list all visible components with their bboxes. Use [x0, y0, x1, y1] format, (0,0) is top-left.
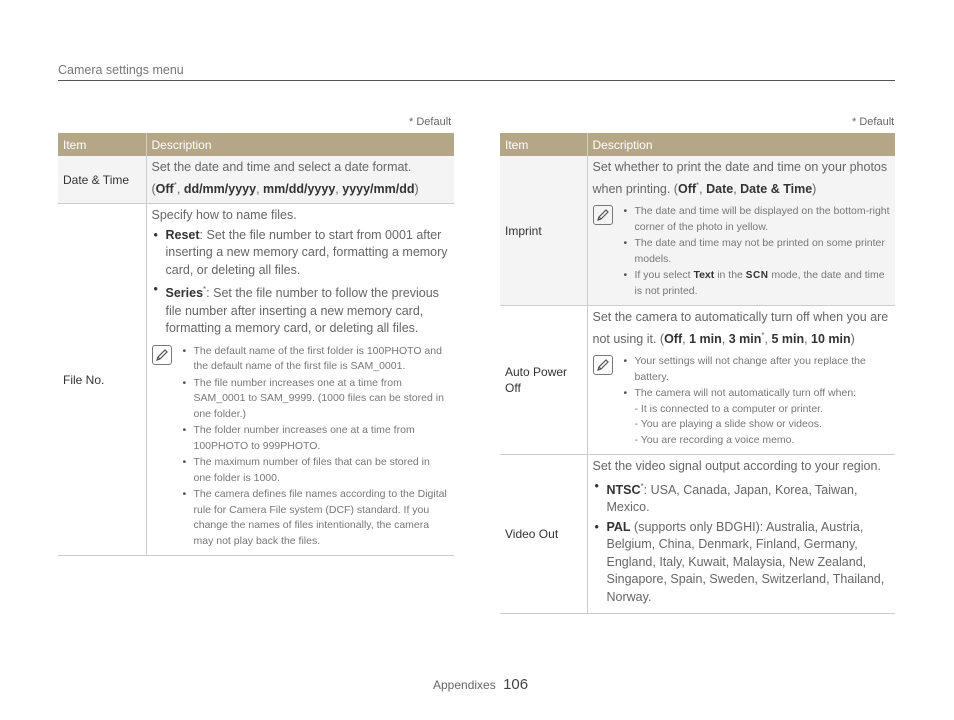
desc-video-out: [587, 455, 895, 614]
option-pal-text: (supports only BDGHI): Australia, Austria, Belgium, China, Denmark, Finland, Germany, England, Italy, Kuwait, Malaysia, New Zealand, Singapore, Spain, Sweden, Switzerland, Thailand, Norway.: [606, 519, 885, 604]
option-list: [593, 478, 892, 607]
note-text: in the: [717, 269, 743, 282]
option-reset: [152, 227, 451, 280]
desc-date-time: Set the date and time and select a date format. (Off*, dd/mm/yyyy, mm/dd/yyyy, yyyy/mm/dd): [146, 156, 454, 204]
option-yyyy-mm-dd: yyyy/mm/dd: [342, 181, 415, 196]
note-item: [623, 386, 892, 448]
note-item: • The folder number increases one at a time from 100PHOTO to 999PHOTO.: [182, 423, 451, 454]
option-date: Date: [706, 181, 734, 196]
option-reset-label: Reset: [165, 227, 200, 242]
note-item: • The camera defines file names according to the Digital rule for Camera File system (DCF) standard. If you change the names of files intentionally, the camera may not play back the files.: [182, 487, 451, 549]
note-text-option: Text: [693, 269, 715, 282]
note-pencil-icon: [593, 355, 613, 375]
note-text: The camera will not automatically turn off when:: [634, 387, 857, 400]
settings-table-left: [58, 133, 454, 556]
note-subitem: - It is connected to a computer or printer.: [634, 402, 824, 415]
column-header-item: Item: [58, 133, 146, 156]
note-item: • Your settings will not change after you replace the battery.: [623, 354, 892, 385]
item-video-out: Video Out: [500, 455, 587, 614]
note-sublist: [635, 402, 892, 449]
option-series-label: Series: [165, 286, 204, 301]
option-list: [152, 227, 451, 338]
note-pencil-icon: [593, 205, 613, 225]
option-1-min: 1 min: [689, 331, 722, 346]
note-item: • The date and time may not be printed on some printer models.: [623, 236, 892, 267]
note-list: [623, 204, 892, 300]
column-header-description: Description: [146, 133, 454, 156]
desc-auto-power-off: Set the camera to automatically turn off when you are not using it. (Off, 1 min, 3 min*, 5 min, 10 min) • Your settings will not change after you replace the battery. • The camera will not automatically turn off when: - It is connected to a computer or printer. - You are playing a slide show or videos. - You are recording a voice memo.: [587, 306, 895, 455]
desc-text: Set the date and time and select a date format.: [151, 160, 412, 174]
option-off: Off: [677, 181, 697, 196]
default-note-right: * Default: [852, 116, 895, 128]
desc-imprint: Set whether to print the date and time on your photos when printing. (Off*, Date, Date & Time) • The date and time will be displayed on the bottom-right corner of the photo in yellow. • The date and time may not be printed on some printer models. • If you select Text in the SCN mode, the date and time is not printed.: [587, 156, 895, 306]
note-block: [593, 204, 892, 300]
item-date-time: Date & Time: [58, 156, 146, 204]
header-divider: [58, 80, 895, 81]
option-ntsc: • NTSC*: USA, Canada, Japan, Korea, Taiwan, Mexico.: [593, 478, 892, 517]
option-mm-dd-yyyy: mm/dd/yyyy: [263, 181, 336, 196]
note-block: [593, 354, 892, 449]
option-date-time: Date & Time: [740, 181, 813, 196]
option-5-min: 5 min: [771, 331, 805, 346]
desc-text: Set the video signal output according to your region.: [592, 459, 881, 474]
footer-label: Appendixes: [433, 678, 496, 692]
item-file-no: File No.: [58, 204, 146, 556]
table-row-date-time: [58, 156, 454, 204]
column-header-item: Item: [500, 133, 587, 156]
note-list: [623, 354, 892, 449]
option-ntsc-label: NTSC: [606, 482, 641, 497]
option-pal: [593, 519, 892, 607]
table-row-video-out: [500, 455, 895, 614]
note-item: • The default name of the first folder is 100PHOTO and the default name of the first file is SAM_0001.: [182, 344, 451, 375]
option-ntsc-text: : USA, Canada, Japan, Korea, Taiwan, Mexico.: [606, 482, 858, 515]
page-footer: [433, 676, 528, 693]
note-item: [623, 268, 892, 299]
option-reset-text: : Set the file number to start from 0001 after inserting a new memory card, formatting a memory card, or deleting all files.: [165, 227, 448, 277]
table-row-auto-power-off: [500, 306, 895, 455]
note-text: If you select: [634, 269, 691, 282]
option-3-min: 3 min: [728, 331, 762, 346]
option-10-min: 10 min: [811, 331, 851, 346]
option-series: • Series*: Set the file number to follow the previous file number after inserting a new memory card, formatting a memory card, or deleting all files.: [152, 281, 451, 338]
option-pal-label: PAL: [606, 519, 631, 534]
desc-text: Set whether to print the date and time on your photos when printing.: [592, 160, 888, 196]
scn-mode-icon: SCN: [745, 270, 769, 282]
table-header-row: [500, 133, 895, 156]
note-item: • The maximum number of files that can be stored in one folder is 1000.: [182, 455, 451, 486]
page-number: 106: [503, 676, 529, 693]
note-pencil-icon: [152, 345, 172, 365]
column-header-description: Description: [587, 133, 895, 156]
option-off: Off: [664, 331, 683, 346]
option-dd-mm-yyyy: dd/mm/yyyy: [183, 181, 257, 196]
desc-intro: Specify how to name files.: [151, 208, 297, 223]
default-note-left: * Default: [409, 116, 452, 128]
settings-table-right: [500, 133, 895, 614]
table-header-row: [58, 133, 454, 156]
desc-file-no: [146, 204, 454, 556]
option-series-text: : Set the file number to follow the previous file number after inserting a new memory card, formatting a memory card, or deleting all files.: [165, 286, 439, 336]
option-off: Off: [155, 181, 174, 196]
note-block: [152, 344, 451, 551]
note-item: • The file number increases one at a time from SAM_0001 to SAM_9999. (1000 files can be stored in one folder.): [182, 376, 451, 423]
table-row-imprint: [500, 156, 895, 306]
note-item: • The date and time will be displayed on the bottom-right corner of the photo in yellow.: [623, 204, 892, 235]
note-list: [182, 344, 451, 551]
section-title: Camera settings menu: [58, 63, 184, 77]
note-subitem: - You are recording a voice memo.: [634, 433, 795, 446]
item-auto-power-off: Auto Power Off: [500, 306, 587, 455]
note-subitem: - You are playing a slide show or videos.: [634, 418, 822, 431]
note-text: mode, the date and time is not printed.: [634, 269, 885, 297]
desc-text: Set the camera to automatically turn off when you are not using it.: [592, 310, 889, 346]
table-row-file-no: [58, 204, 454, 556]
item-imprint: Imprint: [500, 156, 587, 306]
